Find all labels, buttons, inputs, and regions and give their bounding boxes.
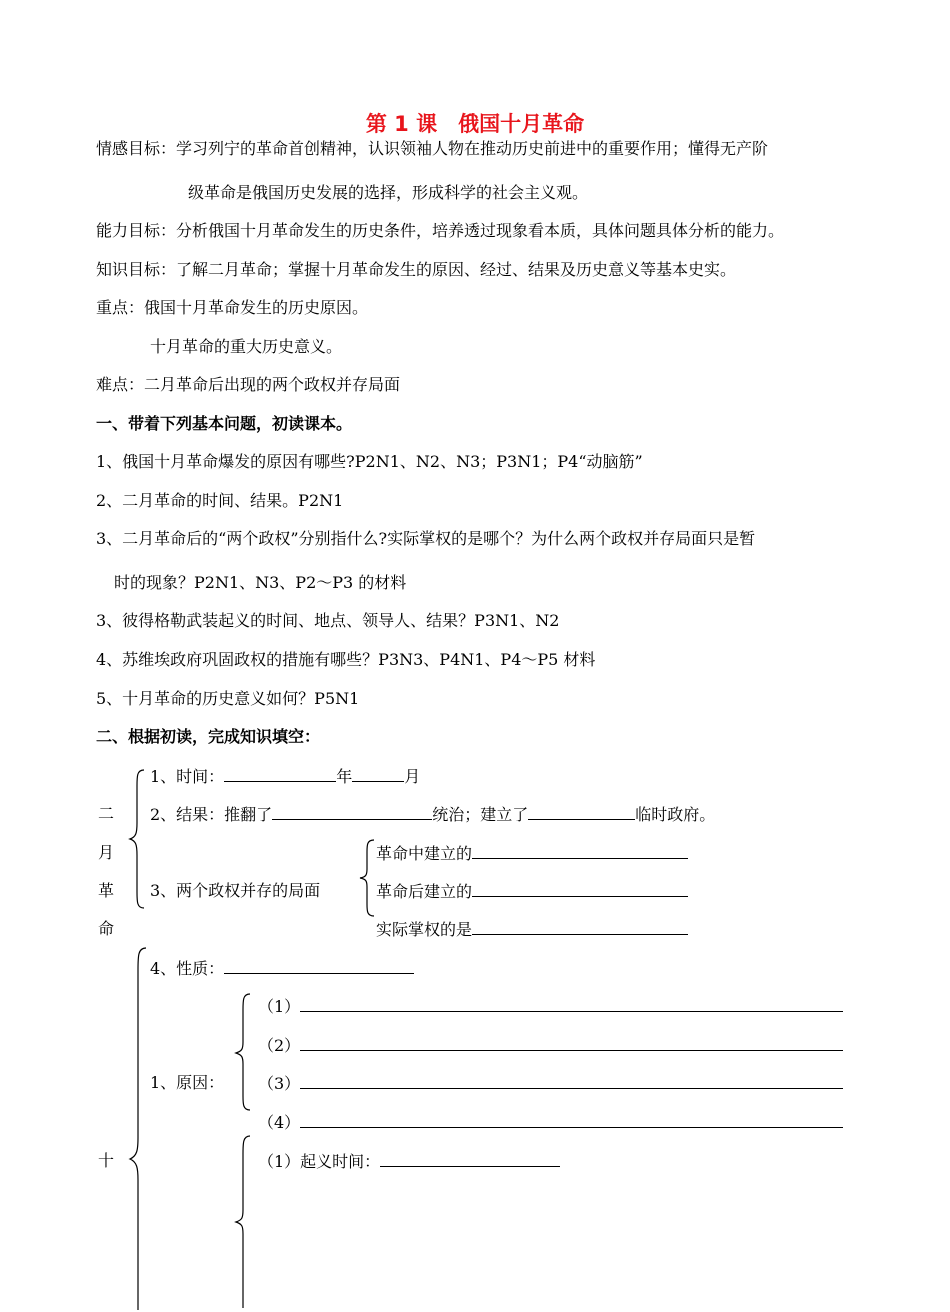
- difficulty: 难点：二月革命后出现的两个政权并存局面: [96, 375, 401, 394]
- feb-time-row: [150, 766, 420, 787]
- dual-power-label: 3、两个政权并存的局面: [150, 881, 321, 900]
- oct-cause-label: 1、原因：: [150, 1073, 225, 1092]
- question-item-continued: 时的现象？P2N1、N3、P2～P3 的材料: [114, 573, 407, 592]
- nature-blank[interactable]: [224, 958, 414, 974]
- feb-time-label: 1、时间：: [150, 767, 225, 786]
- page-title: 第 1 课 俄国十月革命: [365, 112, 585, 136]
- question-item: 4、苏维埃政府巩固政权的措施有哪些？P3N3、P4N1、P4～P5 材料: [96, 650, 596, 669]
- cause-blank[interactable]: [300, 1073, 843, 1089]
- cause-row: [258, 1073, 843, 1094]
- dual-during-row: [376, 843, 688, 864]
- dual-during-label: 革命中建立的: [376, 844, 473, 863]
- question-item: 1、俄国十月革命爆发的原因有哪些?P2N1、N2、N3；P3N1；P4“动脑筋”: [96, 452, 643, 471]
- key-point-second: 十月革命的重大历史意义。: [150, 337, 343, 356]
- section2-heading: 二、根据初读，完成知识填空：: [96, 727, 321, 746]
- dual-after-row: [376, 881, 688, 902]
- cause-blank[interactable]: [300, 1112, 843, 1128]
- section1-heading: 一、带着下列基本问题，初读课本。: [96, 414, 353, 433]
- cause-blank[interactable]: [300, 1035, 843, 1051]
- feb-vertical-char: 二: [98, 804, 115, 823]
- cause-number: （4）: [258, 1113, 301, 1132]
- emotion-goal: [96, 139, 768, 159]
- oct-nature-row: [150, 958, 414, 979]
- year-label: 年: [336, 767, 353, 786]
- question-item: 2、二月革命的时间、结果。P2N1: [96, 491, 344, 510]
- knowledge-goal: 知识目标：了解二月革命；掌握十月革命发生的原因、经过、结果及历史意义等基本史实。: [96, 260, 737, 279]
- cause-number: （1）: [258, 997, 301, 1016]
- emotion-goal-continued: 级革命是俄国历史发展的选择，形成科学的社会主义观。: [188, 183, 589, 202]
- question-item: 5、十月革命的历史意义如何？P5N1: [96, 689, 360, 708]
- question-item: 3、彼得格勒武装起义的时间、地点、领导人、结果？P3N1、N2: [96, 611, 560, 630]
- dual-actual-label: 实际掌权的是: [376, 920, 473, 939]
- oct-vertical-char: 十: [98, 1151, 115, 1170]
- feb-result-label: 2、结果：推翻了: [150, 805, 273, 824]
- cause-number: （3）: [258, 1074, 301, 1093]
- rule-label: 统治；建立了: [432, 805, 529, 824]
- established-blank[interactable]: [528, 804, 635, 820]
- gov-label: 临时政府。: [635, 805, 716, 824]
- actual-blank[interactable]: [472, 919, 688, 935]
- cause-row: [258, 996, 843, 1017]
- ability-goal: 能力目标：分析俄国十月革命发生的历史条件，培养透过现象看本质，具体问题具体分析的能力。: [96, 221, 785, 240]
- cause-blank[interactable]: [300, 996, 843, 1012]
- dual-after-label: 革命后建立的: [376, 882, 473, 901]
- feb-result-row: [150, 804, 715, 825]
- feb-vertical-char: 命: [98, 919, 115, 938]
- oct-brace: [128, 946, 150, 1312]
- after-blank[interactable]: [472, 881, 688, 897]
- cause-brace: [234, 992, 254, 1112]
- cause-row: [258, 1035, 843, 1056]
- key-point: 重点：俄国十月革命发生的历史原因。: [96, 298, 369, 317]
- year-blank[interactable]: [224, 766, 336, 782]
- uprising-time-row: [258, 1151, 560, 1172]
- dual-power-brace: [358, 838, 378, 918]
- month-label: 月: [404, 767, 421, 786]
- feb-vertical-char: 革: [98, 881, 115, 900]
- cause-row: [258, 1112, 843, 1133]
- cause-number: （2）: [258, 1036, 301, 1055]
- question-item: 3、二月革命后的“两个政权”分别指什么?实际掌权的是哪个？为什么两个政权并存局面只是暂: [96, 529, 756, 548]
- overthrown-blank[interactable]: [272, 804, 432, 820]
- month-blank[interactable]: [352, 766, 404, 782]
- process-brace: [234, 1134, 254, 1310]
- emotion-goal-text: 学习列宁的革命首创精神，认识领袖人物在推动历史前进中的重要作用；懂得无产阶: [176, 139, 769, 158]
- feb-vertical-char: 月: [98, 843, 115, 862]
- uprising-time-blank[interactable]: [380, 1151, 560, 1167]
- feb-brace: [128, 768, 148, 910]
- during-blank[interactable]: [472, 843, 688, 859]
- dual-actual-row: [376, 919, 688, 940]
- uprising-time-label: （1）起义时间：: [258, 1152, 381, 1171]
- oct-nature-label: 4、性质：: [150, 959, 225, 978]
- emotion-goal-label: 情感目标：: [96, 139, 177, 158]
